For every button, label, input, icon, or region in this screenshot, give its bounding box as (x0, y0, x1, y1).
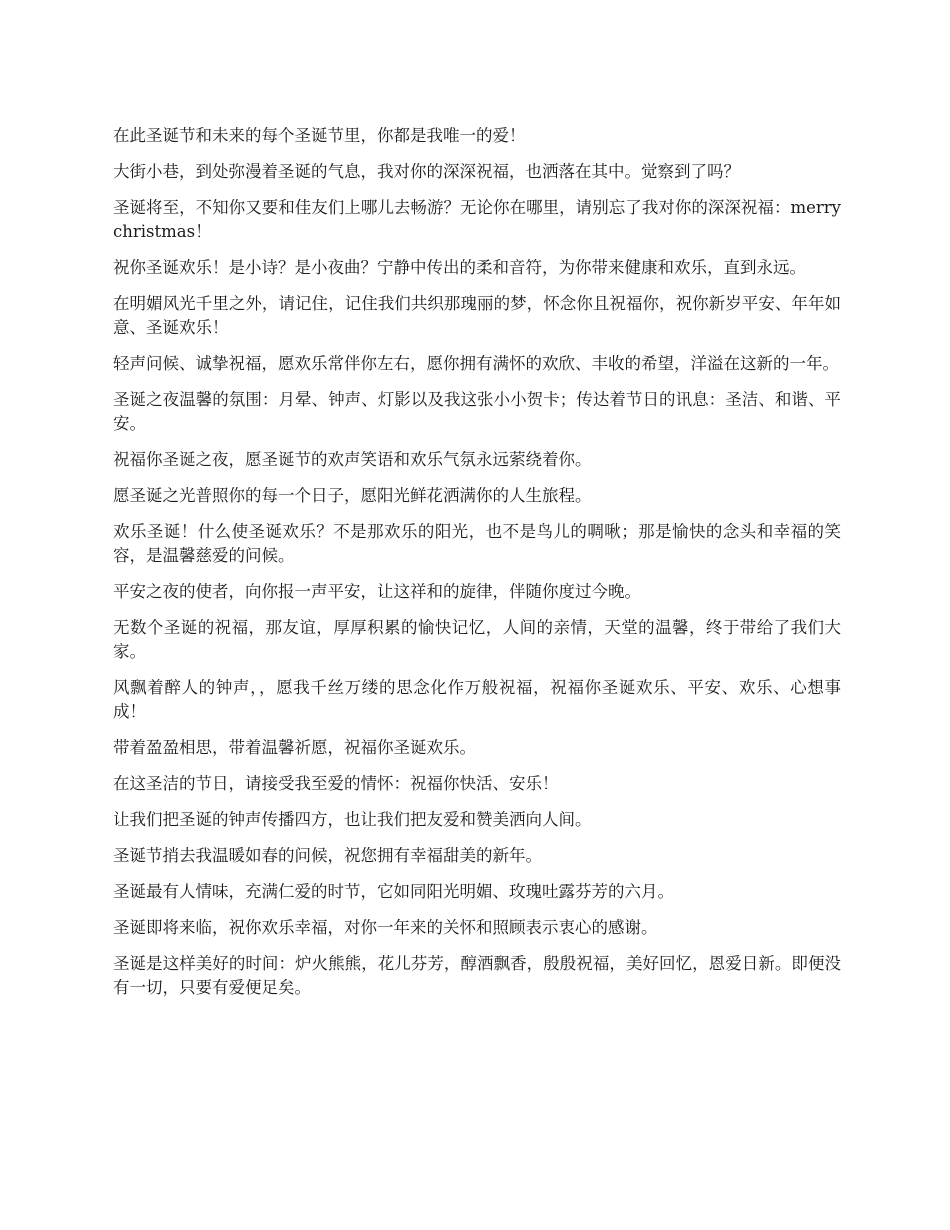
paragraph-10: 欢乐圣诞！什么使圣诞欢乐？不是那欢乐的阳光，也不是鸟儿的啁啾；那是愉快的念头和幸福的笑容，是温馨慈爱的问候。 (113, 522, 841, 565)
paragraph-15: 在这圣洁的节日，请接受我至爱的情怀：祝福你快活、安乐！ (113, 774, 559, 793)
paragraph-7: 圣诞之夜温馨的氛围：月晕、钟声、灯影以及我这张小小贺卡；传达着节日的讯息：圣洁、和谐、平安。 (113, 390, 841, 433)
paragraph-4: 祝你圣诞欢乐！是小诗？是小夜曲？宁静中传出的柔和音符，为你带来健康和欢乐，直到永远。 (113, 258, 806, 277)
paragraph-16: 让我们把圣诞的钟声传播四方，也让我们把友爱和赞美洒向人间。 (113, 810, 592, 829)
paragraph-17: 圣诞节捎去我温暖如春的问候，祝您拥有幸福甜美的新年。 (113, 846, 542, 865)
paragraph-5: 在明媚风光千里之外，请记住，记住我们共织那瑰丽的梦，怀念你且祝福你，祝你新岁平安、年年如意、圣诞欢乐！ (113, 294, 841, 337)
document-page (113, 124, 841, 1012)
paragraph-18: 圣诞最有人情味，充满仁爱的时节，它如同阳光明媚、玫瑰吐露芬芳的六月。 (113, 882, 674, 901)
paragraph-1: 在此圣诞节和未来的每个圣诞节里，你都是我唯一的爱！ (113, 126, 526, 145)
paragraph-20: 圣诞是这样美好的时间：炉火熊熊，花儿芬芳，醇酒飘香，殷殷祝福，美好回忆，恩爱日新。即便没有一切，只要有爱便足矣。 (113, 954, 841, 997)
paragraph-2: 大街小巷，到处弥漫着圣诞的气息，我对你的深深祝福，也洒落在其中。觉察到了吗？ (113, 162, 740, 181)
paragraph-8: 祝福你圣诞之夜，愿圣诞节的欢声笑语和欢乐气氛永远萦绕着你。 (113, 450, 592, 469)
paragraph-9: 愿圣诞之光普照你的每一个日子，愿阳光鲜花洒满你的人生旅程。 (113, 486, 592, 505)
paragraph-19: 圣诞即将来临，祝你欢乐幸福，对你一年来的关怀和照顾表示衷心的感谢。 (113, 918, 658, 937)
paragraph-14: 带着盈盈相思，带着温馨祈愿，祝福你圣诞欢乐。 (113, 738, 476, 757)
paragraph-3: 圣诞将至，不知你又要和佳友们上哪儿去畅游？无论你在哪里，请别忘了我对你的深深祝福：merry christmas！ (113, 198, 841, 241)
paragraph-13: 风飘着醉人的钟声，，愿我千丝万缕的思念化作万般祝福，祝福你圣诞欢乐、平安、欢乐、心想事成！ (113, 678, 841, 721)
paragraph-11: 平安之夜的使者，向你报一声平安，让这祥和的旋律，伴随你度过今晚。 (113, 582, 641, 601)
paragraph-6: 轻声问候、诚挚祝福，愿欢乐常伴你左右，愿你拥有满怀的欢欣、丰收的希望，洋溢在这新的一年。 (113, 354, 839, 373)
paragraph-12: 无数个圣诞的祝福，那友谊，厚厚积累的愉快记忆，人间的亲情，天堂的温馨，终于带给了我们大家。 (113, 618, 841, 661)
